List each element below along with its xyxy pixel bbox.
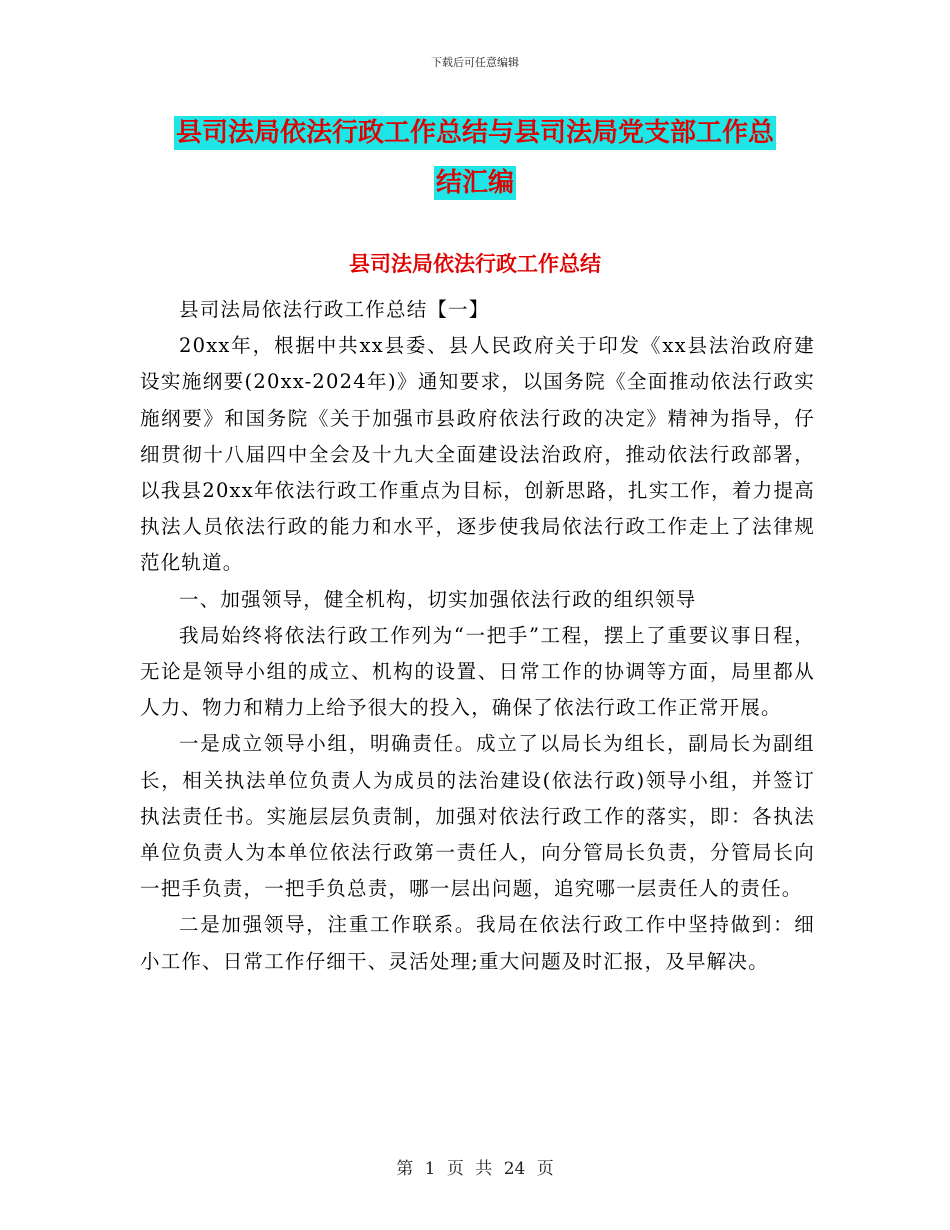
paragraph: 一、加强领导，健全机构，切实加强依法行政的组织领导 [179, 587, 697, 611]
document-title-line2: 结汇编 [435, 168, 514, 198]
paragraph: 二是加强领导，注重工作联系。我局在依法行政工作中坚持做到：细小工作、日常工作仔细干、灵活处理;重大问题及时汇报，及早解决。 [140, 913, 815, 973]
document-title [140, 108, 810, 208]
section-title: 县司法局依法行政工作总结 [349, 252, 601, 276]
paragraph: 一是成立领导小组，明确责任。成立了以局长为组长，副局长为副组长，相关执法单位负责人为成员的法治建设(依法行政)领导小组，并签订执法责任书。实施层层负责制，加强对依法行政工作的落实，即：各执法单位负责人为本单位依法行政第一责任人，向分管局长负责，分管局长向一把手负责，一把手负总责，哪一层出问题，追究哪一层责任人的责任。 [140, 732, 815, 901]
document-title-line1: 县司法局依法行政工作总结与县司法局党支部工作总 [175, 118, 774, 148]
page-footer: 第 1 页 共 24 页 [396, 1159, 554, 1179]
header-note: 下载后可任意编辑 [431, 56, 519, 69]
body-text [140, 292, 815, 980]
paragraph: 我局始终将依法行政工作列为“一把手”工程，摆上了重要议事日程，无论是领导小组的成立、机构的设置、日常工作的协调等方面，局里都从人力、物力和精力上给予很大的投入，确保了依法行政工作正常开展。 [140, 623, 815, 720]
paragraph: 20xx年，根据中共xx县委、县人民政府关于印发《xx县法治政府建设实施纲要(20xx-2024年)》通知要求，以国务院《全面推动依法行政实施纲要》和国务院《关于加强市县政府依法行政的决定》精神为指导，仔细贯彻十八届四中全会及十九大全面建设法治政府，推动依法行政部署，以我县20xx年依法行政工作重点为目标，创新思路，扎实工作，着力提高执法人员依法行政的能力和水平，逐步使我局依法行政工作走上了法律规范化轨道。 [140, 334, 815, 575]
paragraph: 县司法局依法行政工作总结【一】 [179, 298, 490, 321]
